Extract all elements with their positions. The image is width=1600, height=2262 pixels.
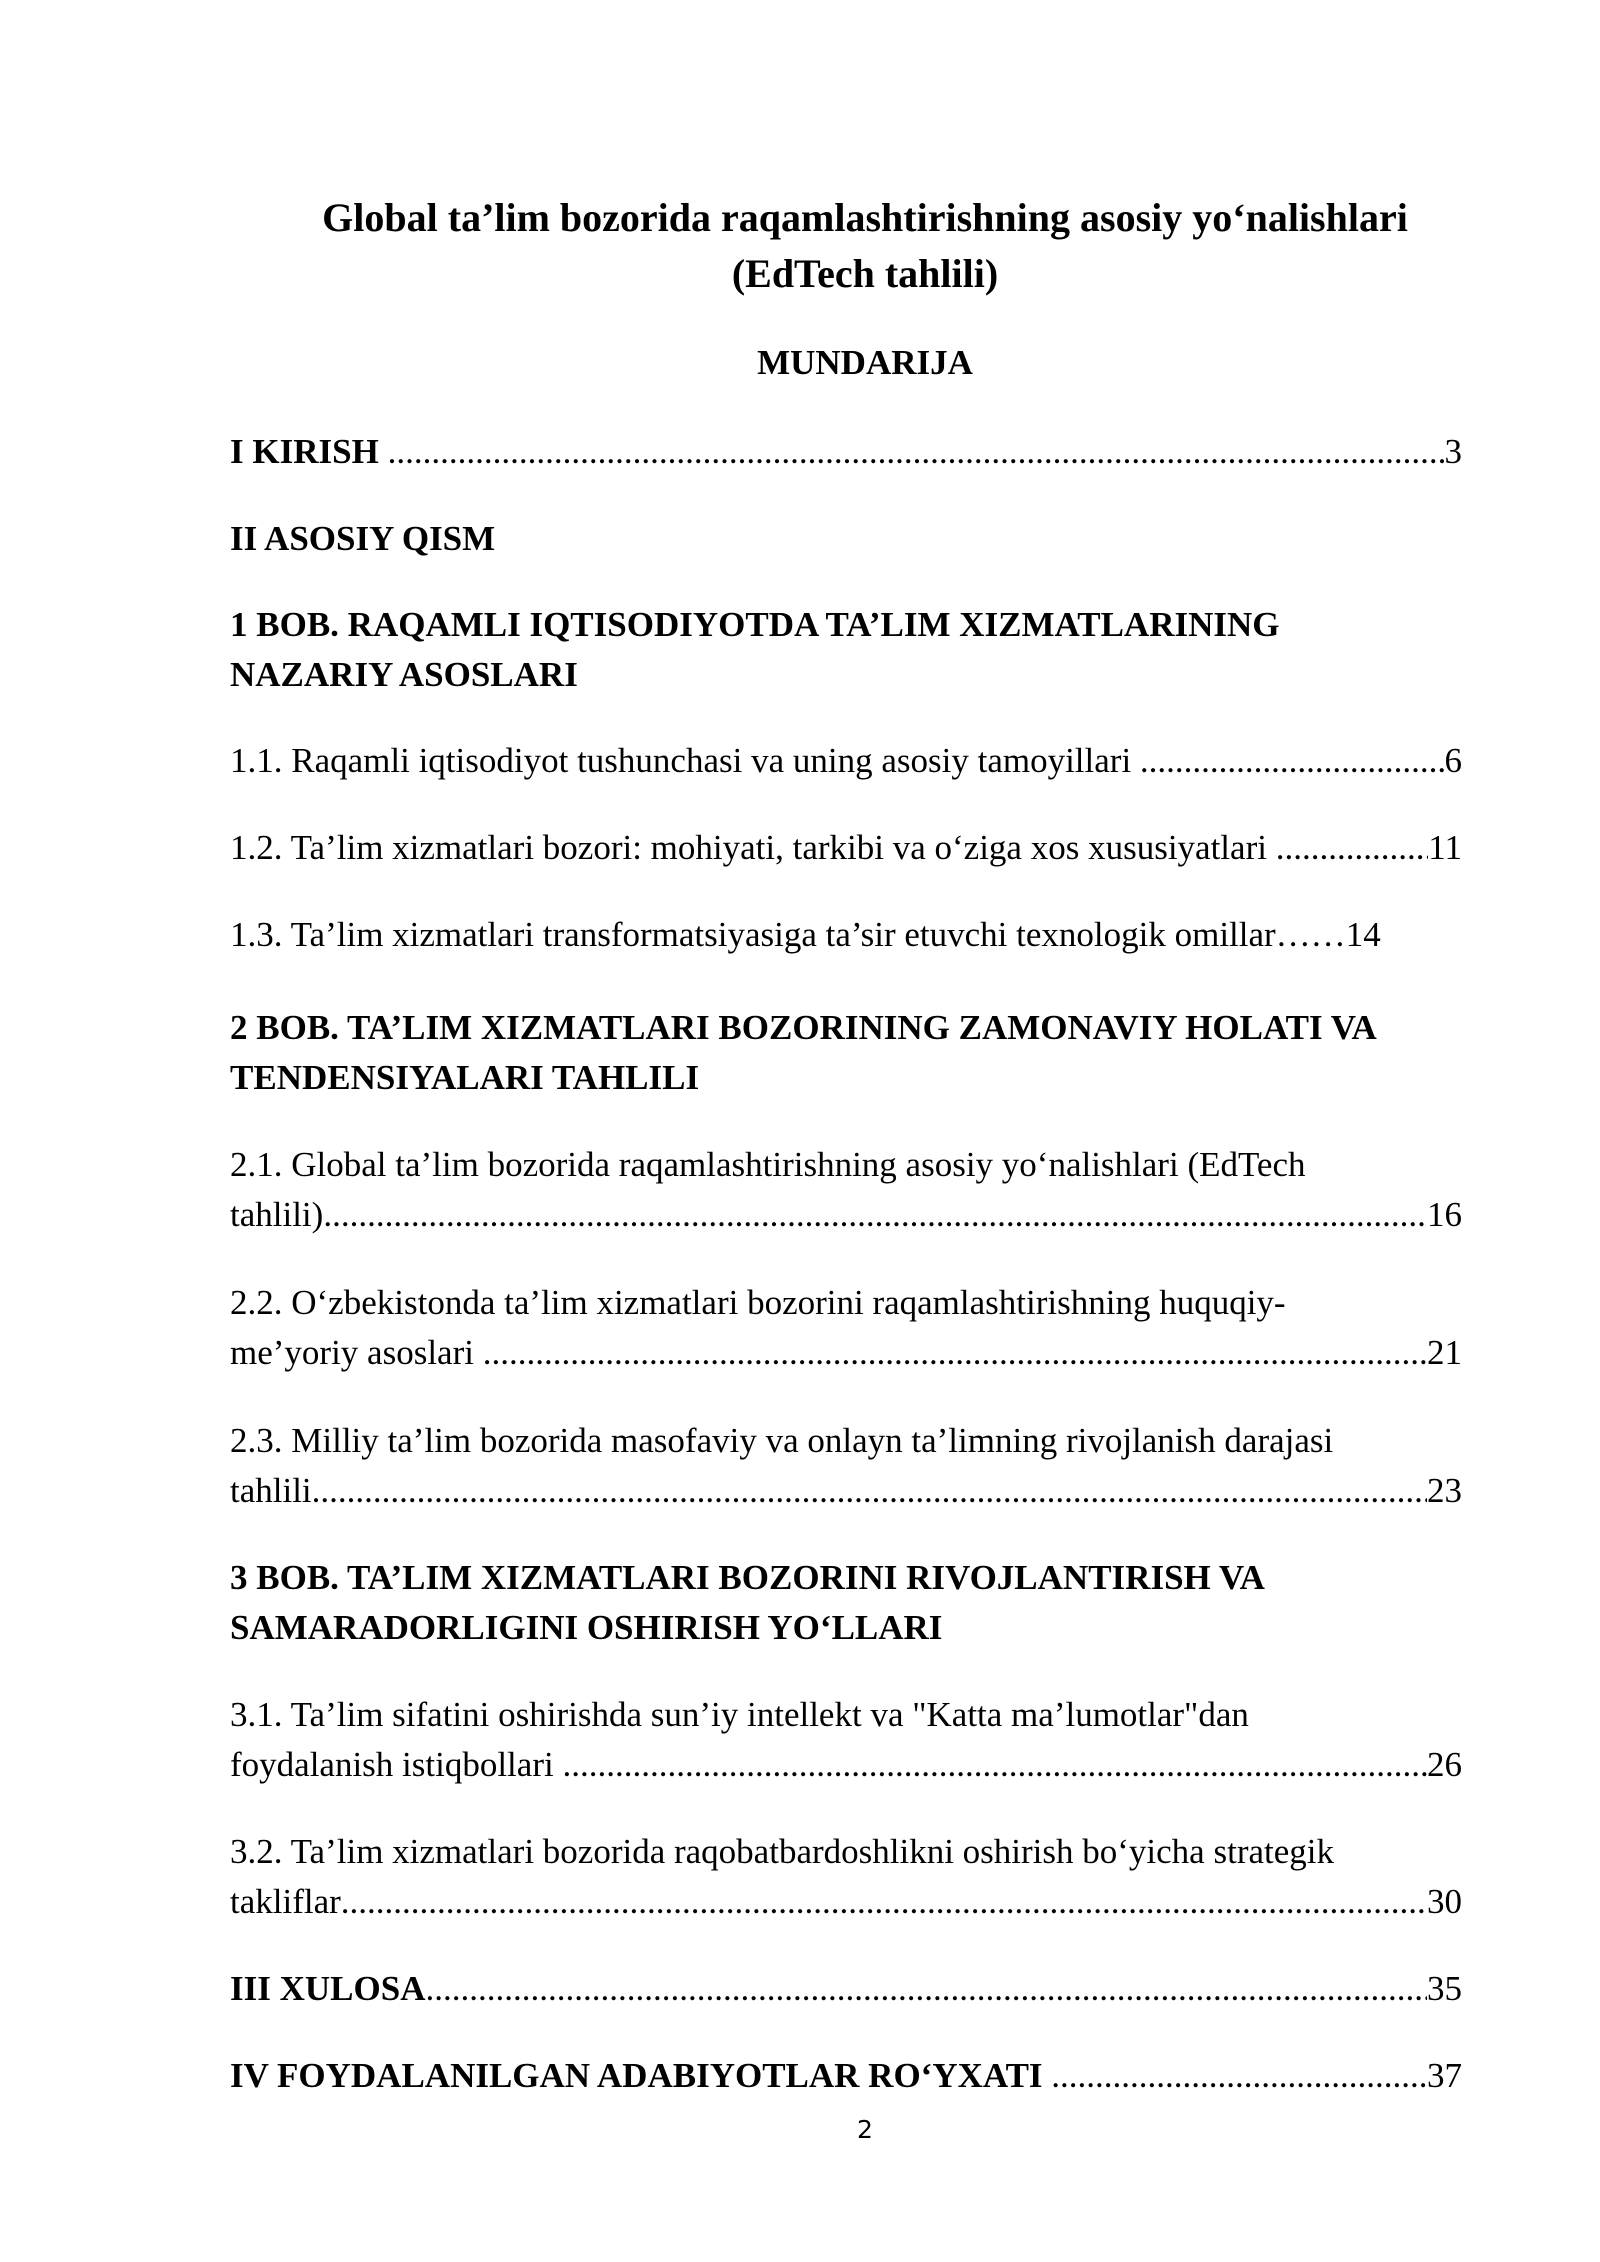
- toc-page-number: 35: [1427, 1969, 1462, 2008]
- toc-entry-label: 1.2. Ta’lim xizmatlari bozori: mohiyati, tarkibi va o‘ziga xos xususiyatlari: [230, 828, 1276, 867]
- toc-heading: MUNDARIJA: [757, 343, 973, 382]
- toc-page-number: 16: [1427, 1195, 1462, 1234]
- toc-entry-line1: 3.1. Ta’lim sifatini oshirishda sun’iy intellekt va "Katta ma’lumotlar"dan: [230, 1695, 1249, 1734]
- toc-entry-label: III XULOSA: [230, 1969, 426, 2008]
- toc-page-number: 14: [1345, 915, 1381, 954]
- toc-page-number: 21: [1427, 1333, 1462, 1372]
- toc-chapter2-title-line1: 2 BOB. TA’LIM XIZMATLARI BOZORINING ZAMONAVIY HOLATI VA: [230, 1008, 1377, 1047]
- dot-leader: [483, 1328, 1427, 1378]
- toc-entry-line2: me’yoriy asoslari: [230, 1333, 483, 1372]
- dot-leader: [425, 1964, 1427, 2014]
- toc-entry-label: IV FOYDALANILGAN ADABIYOTLAR RO‘YXATI: [230, 2056, 1052, 2095]
- toc-entry-3-2: [230, 1827, 1492, 1927]
- toc-entry-line1: 2.1. Global ta’lim bozorida raqamlashtirishning asosiy yo‘nalishlari (EdTech: [230, 1145, 1306, 1184]
- toc-entry-label: I KIRISH: [230, 432, 388, 471]
- toc-entry-line2: takliflar: [230, 1882, 341, 1921]
- dot-leader: [388, 427, 1445, 477]
- toc-page-number: 11: [1428, 828, 1462, 867]
- toc-entry-line1: 2.2. O‘zbekistonda ta’lim xizmatlari bozorini raqamlashtirishning huquqiy-: [230, 1283, 1286, 1322]
- toc-page-number: 23: [1427, 1471, 1462, 1510]
- dot-leader: [1051, 2051, 1427, 2101]
- toc-entry-label: 1.3. Ta’lim xizmatlari transformatsiyasiga ta’sir etuvchi texnologik omillar……: [230, 915, 1346, 954]
- dot-leader: [1140, 736, 1445, 786]
- toc-page-number: 30: [1427, 1882, 1462, 1921]
- toc-entry-line2: tahlili): [230, 1195, 324, 1234]
- toc-page-number: 6: [1444, 741, 1462, 780]
- dot-leader: [312, 1466, 1427, 1516]
- toc-chapter1-title-line1: 1 BOB. RAQAMLI IQTISODIYOTDA TA’LIM XIZMATLARINING: [230, 605, 1280, 644]
- dot-leader: [341, 1877, 1427, 1927]
- toc-entry-label: 1.1. Raqamli iqtisodiyot tushunchasi va uning asosiy tamoyillari: [230, 741, 1140, 780]
- toc-entry-3-1: [230, 1690, 1492, 1790]
- document-title: [230, 190, 1500, 302]
- toc-entry-2-3: [230, 1416, 1492, 1516]
- toc-chapter1-title-line2: NAZARIY ASOSLARI: [230, 655, 578, 694]
- toc-entry-1-2: [230, 823, 1492, 873]
- toc-entry-line1: 3.2. Ta’lim xizmatlari bozorida raqobatbardoshlikni oshirish bo‘yicha strategik: [230, 1832, 1334, 1871]
- dot-leader: [1276, 823, 1429, 873]
- toc-page-number: 26: [1427, 1745, 1462, 1784]
- toc-entry-line2: tahlili: [230, 1471, 312, 1510]
- toc-entry-line1: 2.3. Milliy ta’lim bozorida masofaviy va onlayn ta’limning rivojlanish darajasi: [230, 1421, 1334, 1460]
- dot-leader: [562, 1740, 1427, 1790]
- toc-chapter2-title-line2: TENDENSIYALARI TAHLILI: [230, 1058, 700, 1097]
- toc-chapter3-title-line2: SAMARADORLIGINI OSHIRISH YO‘LLARI: [230, 1608, 943, 1647]
- dot-leader: [323, 1190, 1427, 1240]
- toc-section-main-part: II ASOSIY QISM: [230, 519, 496, 558]
- toc-entry-2-1: [230, 1140, 1492, 1240]
- toc-entry-2-2: [230, 1278, 1492, 1378]
- toc-entry-1-1: [230, 736, 1492, 786]
- toc-chapter3-title-line1: 3 BOB. TA’LIM XIZMATLARI BOZORINI RIVOJLANTIRISH VA: [230, 1558, 1265, 1597]
- toc-entry-1-3: [230, 910, 1492, 960]
- document-title-line2: (EdTech tahlili): [731, 251, 999, 296]
- toc-entry-line2: foydalanish istiqbollari: [230, 1745, 563, 1784]
- page-number: 2: [857, 2115, 873, 2144]
- toc-entry-intro: [230, 427, 1492, 477]
- document-title-line1: Global ta’lim bozorida raqamlashtirishning asosiy yo‘nalishlari: [322, 195, 1408, 240]
- toc-entry-references: [230, 2051, 1492, 2101]
- toc-page-number: 37: [1427, 2056, 1462, 2095]
- toc-entry-conclusion: [230, 1964, 1492, 2014]
- toc-page-number: 3: [1444, 432, 1462, 471]
